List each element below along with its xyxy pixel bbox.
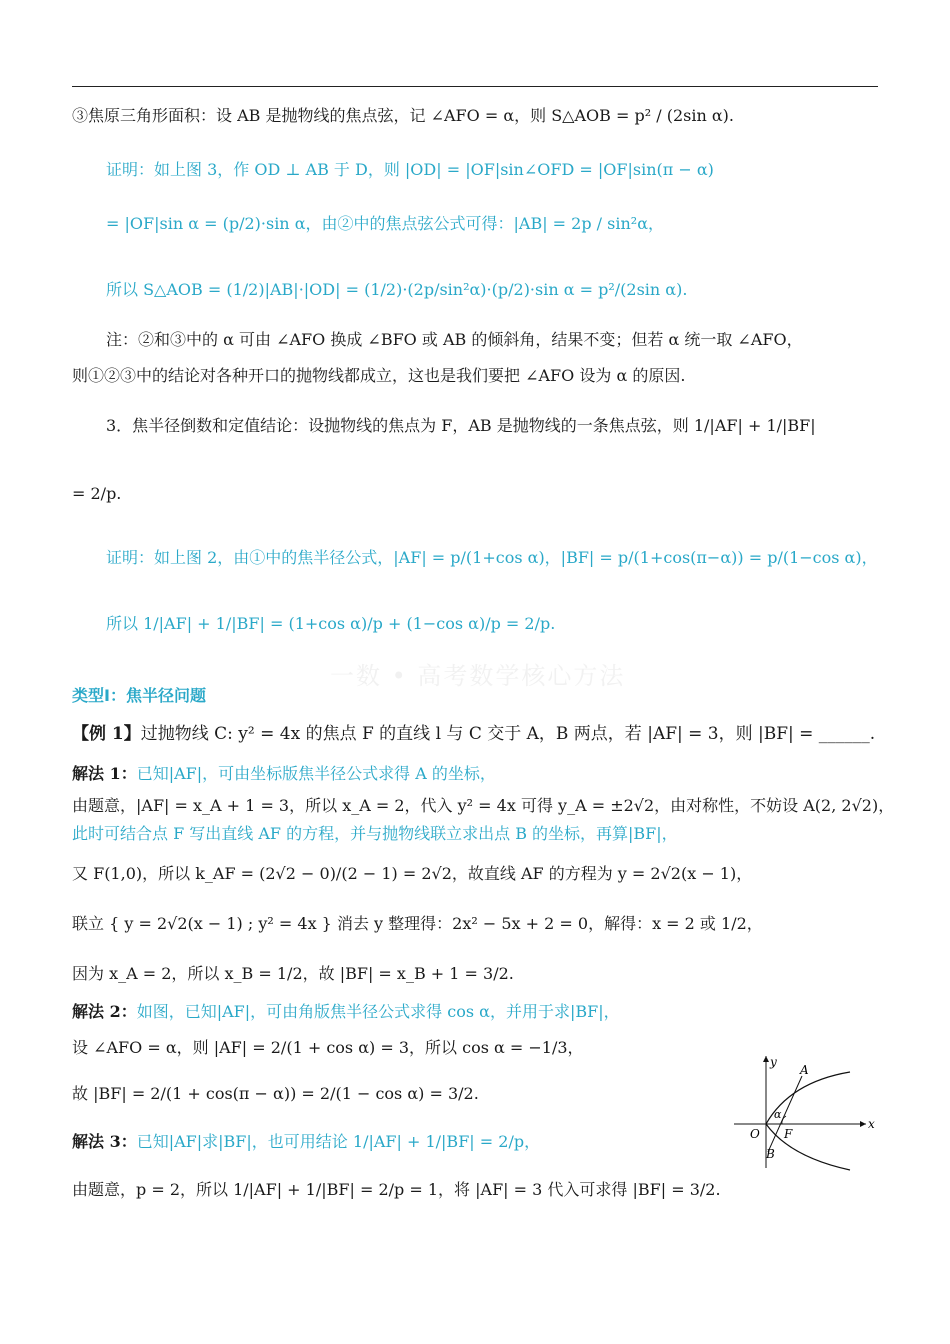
- label-O: O: [750, 1127, 760, 1141]
- note-line-2: 则①②③中的结论对各种开口的抛物线都成立，这也是我们要把 ∠AFO 设为 α 的原因.: [72, 366, 686, 385]
- method-1-line-d: 联立 { y = 2√2(x − 1) ; y² = 4x } 消去 y 整理得：2x² − 5x + 2 = 0，解得：x = 2 或 1/2，: [72, 914, 763, 933]
- method-1-hint: 已知|AF|，可由坐标版焦半径公式求得 A 的坐标，: [136, 764, 496, 783]
- method-3-hint: 已知|AF|求|BF|，也可用结论 1/|AF| + 1/|BF| = 2/p，: [136, 1132, 541, 1151]
- proof-3-line-2: 所以 1/|AF| + 1/|BF| = (1+cos α)/p + (1−cos α)/p = 2/p.: [106, 614, 556, 633]
- conclusion-3: 3．焦半径倒数和定值结论：设抛物线的焦点为 F，AB 是抛物线的一条焦点弦，则 1/|AF| + 1/|BF|: [106, 416, 816, 435]
- parabola-figure: [730, 1052, 880, 1172]
- method-2-hint: 如图，已知|AF|，可由角版焦半径公式求得 cos α，并用于求|BF|，: [136, 1002, 620, 1021]
- method-1-line-a: 由题意，|AF| = x_A + 1 = 3，所以 x_A = 2，代入 y² = 4x 可得 y_A = ±2√2，由对称性，不妨设 A(2, 2√2)，: [72, 796, 895, 815]
- conclusion-3-result: = 2/p.: [72, 484, 122, 503]
- example-1: [72, 722, 878, 746]
- example-1-text: 过抛物线 C: y² = 4x 的焦点 F 的直线 l 与 C 交于 A，B 两点，若 |AF| = 3，则 |BF| = ______.: [140, 724, 876, 744]
- watermark: 一数 • 高考数学核心方法: [330, 662, 626, 690]
- label-A: A: [800, 1063, 809, 1077]
- label-y: y: [770, 1055, 777, 1069]
- label-x: x: [868, 1117, 875, 1131]
- method-2-line-b: 故 |BF| = 2/(1 + cos(π − α)) = 2/(1 − cos α) = 3/2.: [72, 1084, 479, 1103]
- angle-arc: [782, 1116, 786, 1124]
- top-rule: [72, 86, 878, 87]
- method-1-hint-line: [72, 762, 878, 786]
- proof-line-2: = |OF|sin α = (p/2)·sin α，由②中的焦点弦公式可得：|AB| = 2p / sin²α，: [106, 214, 665, 233]
- method-3-line-a: 由题意，p = 2，所以 1/|AF| + 1/|BF| = 2/p = 1，将 |AF| = 3 代入可求得 |BF| = 3/2.: [72, 1180, 721, 1199]
- method-3-label: 解法 3：: [72, 1132, 137, 1151]
- method-1-label: 解法 1：: [72, 764, 137, 783]
- note-line-1: 注：②和③中的 α 可由 ∠AFO 换成 ∠BFO 或 AB 的倾斜角，结果不变；但若 α 统一取 ∠AFO，: [106, 330, 803, 349]
- type-heading: 类型Ⅰ：焦半径问题: [72, 686, 206, 705]
- y-axis-arrow: [763, 1056, 769, 1062]
- method-2-hint-line: [72, 1000, 878, 1024]
- proof-3-line-1: 证明：如上图 2，由①中的焦半径公式，|AF| = p/(1+cos α)，|BF| = p/(1+cos(π−α)) = p/(1−cos α)，: [106, 548, 878, 567]
- label-alpha: α: [774, 1108, 782, 1121]
- parabola-curve: [766, 1072, 850, 1170]
- method-1-line-e: 因为 x_A = 2，所以 x_B = 1/2，故 |BF| = x_B + 1 = 3/2.: [72, 964, 514, 983]
- label-B: B: [766, 1147, 775, 1161]
- method-1-line-c: 又 F(1,0)，所以 k_AF = (2√2 − 0)/(2 − 1) = 2√2，故直线 AF 的方程为 y = 2√2(x − 1)，: [72, 864, 753, 883]
- method-1-line-b: 此时可结合点 F 写出直线 AF 的方程，并与抛物线联立求出点 B 的坐标，再算|BF|，: [72, 824, 678, 843]
- example-1-label: 【例 1】: [72, 724, 141, 744]
- proof-line-3: 所以 S△AOB = (1/2)|AB|·|OD| = (1/2)·(2p/sin²α)·(p/2)·sin α = p²/(2sin α).: [106, 280, 688, 299]
- label-F: F: [784, 1127, 793, 1141]
- x-axis-arrow: [860, 1121, 866, 1127]
- focal-triangle-area: ③焦原三角形面积：设 AB 是抛物线的焦点弦，记 ∠AFO = α，则 S△AOB = p² / (2sin α).: [72, 106, 734, 125]
- method-2-label: 解法 2：: [72, 1002, 137, 1021]
- proof-line-1: 证明：如上图 3，作 OD ⊥ AB 于 D，则 |OD| = |OF|sin∠OFD = |OF|sin(π − α): [106, 160, 714, 179]
- method-2-line-a: 设 ∠AFO = α，则 |AF| = 2/(1 + cos α) = 3，所以 cos α = −1/3，: [72, 1038, 584, 1057]
